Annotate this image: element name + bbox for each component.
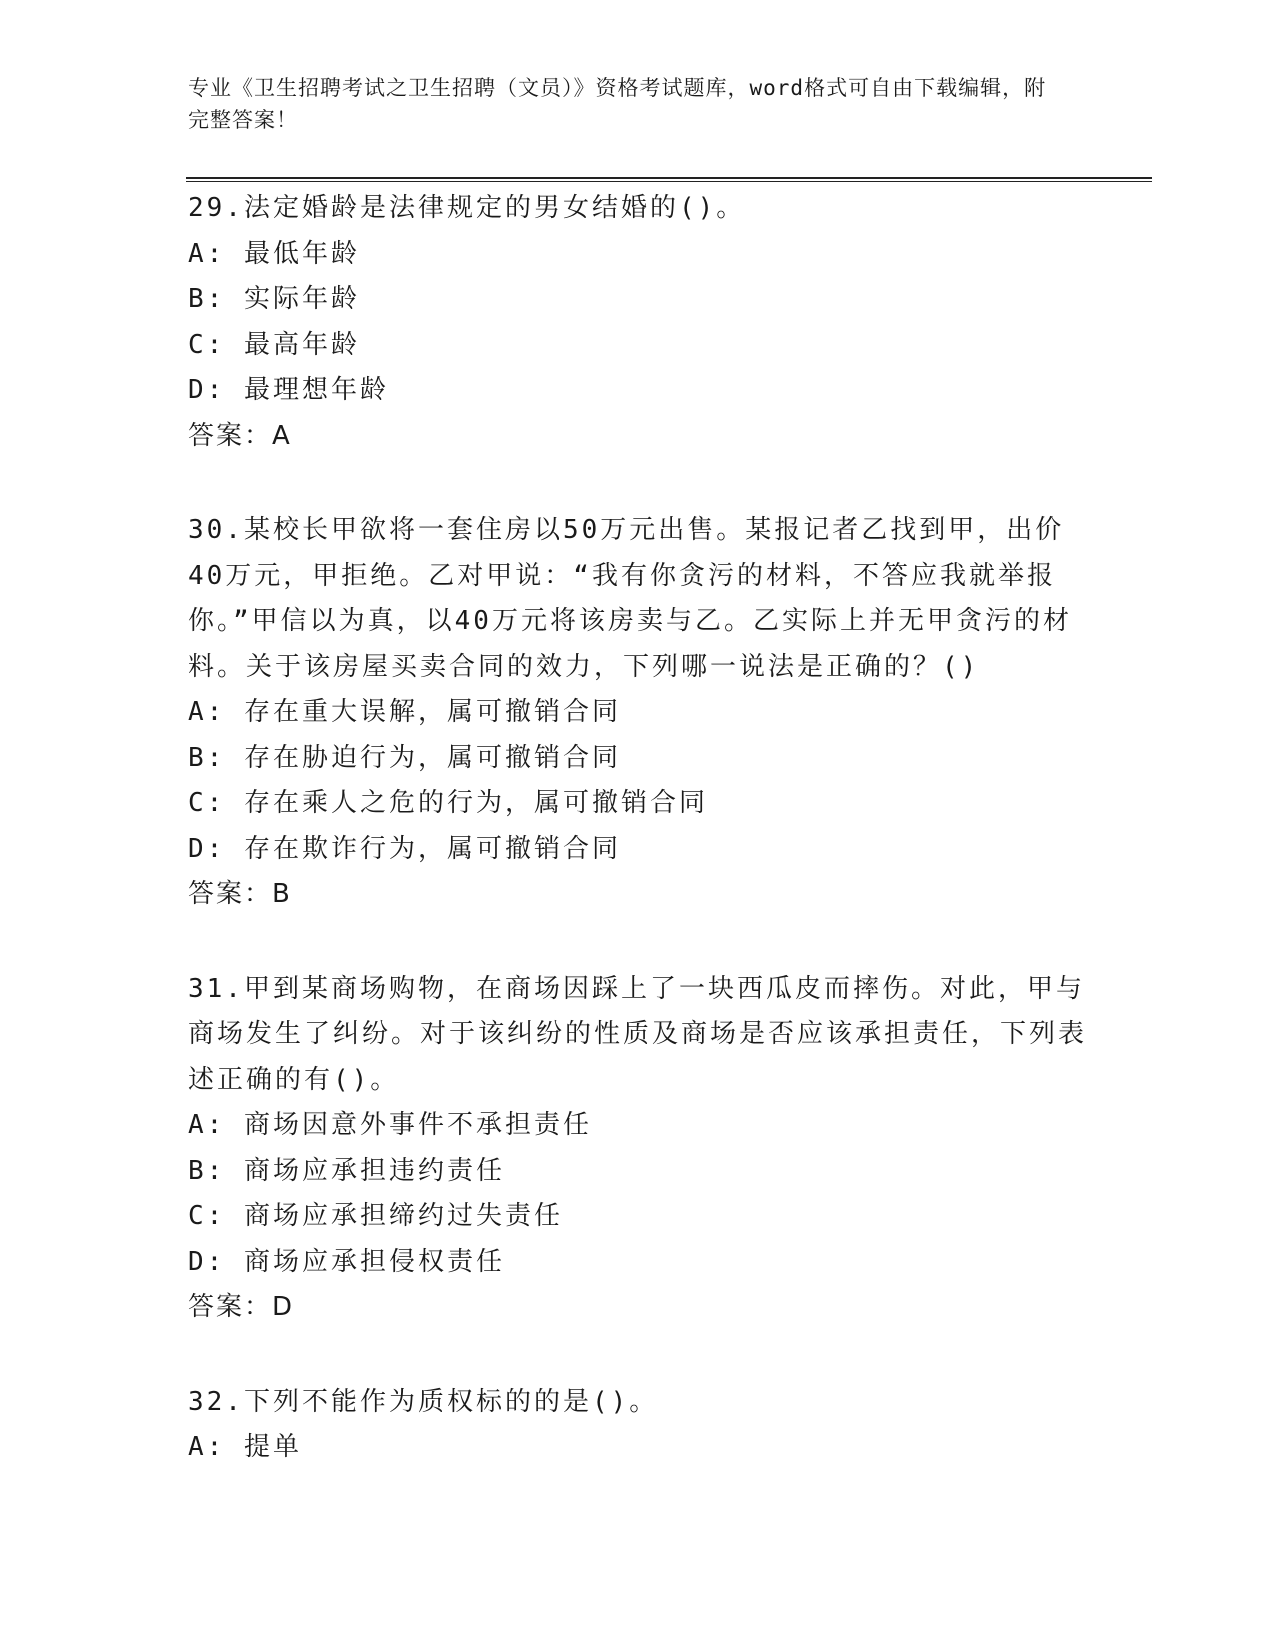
question-stem: 29.法定婚龄是法律规定的男女结婚的()。 — [188, 193, 746, 223]
option-b: B: 实际年龄 — [188, 284, 360, 314]
answer-line: 答案：D — [188, 1292, 295, 1322]
option-d: D: 商场应承担侵权责任 — [188, 1246, 505, 1277]
option-c: C: 商场应承担缔约过失责任 — [188, 1201, 563, 1231]
option-c: C: 最高年龄 — [188, 329, 360, 360]
answer-line: 答案：A — [188, 420, 292, 451]
option-d: D: 最理想年龄 — [188, 375, 389, 405]
option-d: D: 存在欺诈行为，属可撤销合同 — [188, 833, 621, 864]
option-a: A: 最低年龄 — [188, 238, 360, 269]
question-stem: 30.某校长甲欲将一套住房以50万元出售。某报记者乙找到甲，出价40万元，甲拒绝。乙对甲说：“我有你贪污的材料，不答应我就举报你。”甲信以为真，以40万元将该房卖与乙。乙实际上并无甲贪污的材料。关于该房屋买卖合同的效力，下列哪一说法是正确的？() — [188, 515, 1072, 682]
option-b: B: 商场应承担违约责任 — [188, 1155, 505, 1186]
divider-line-thick — [186, 177, 1152, 179]
document-header: 专业《卫生招聘考试之卫生招聘（文员）》资格考试题库，word格式可自由下载编辑，附完整答案！ — [188, 76, 1047, 132]
question-list — [188, 186, 1088, 1520]
question-stem: 32.下列不能作为质权标的的是()。 — [188, 1386, 659, 1417]
question-29 — [188, 186, 1088, 459]
answer-line: 答案：B — [188, 879, 292, 909]
option-b: B: 存在胁迫行为，属可撤销合同 — [188, 742, 621, 773]
divider-line-thin — [186, 181, 1152, 182]
option-a: A: 商场因意外事件不承担责任 — [188, 1110, 592, 1140]
question-32 — [188, 1380, 1088, 1471]
option-a: A: 存在重大误解，属可撤销合同 — [188, 697, 621, 727]
header-divider — [186, 177, 1152, 183]
option-a: A: 提单 — [188, 1432, 302, 1462]
question-30 — [188, 508, 1088, 918]
question-stem: 31.甲到某商场购物，在商场因踩上了一块西瓜皮而摔伤。对此，甲与商场发生了纠纷。对于该纠纷的性质及商场是否应该承担责任，下列表述正确的有()。 — [188, 973, 1088, 1095]
option-c: C: 存在乘人之危的行为，属可撤销合同 — [188, 788, 708, 818]
question-31 — [188, 967, 1088, 1331]
